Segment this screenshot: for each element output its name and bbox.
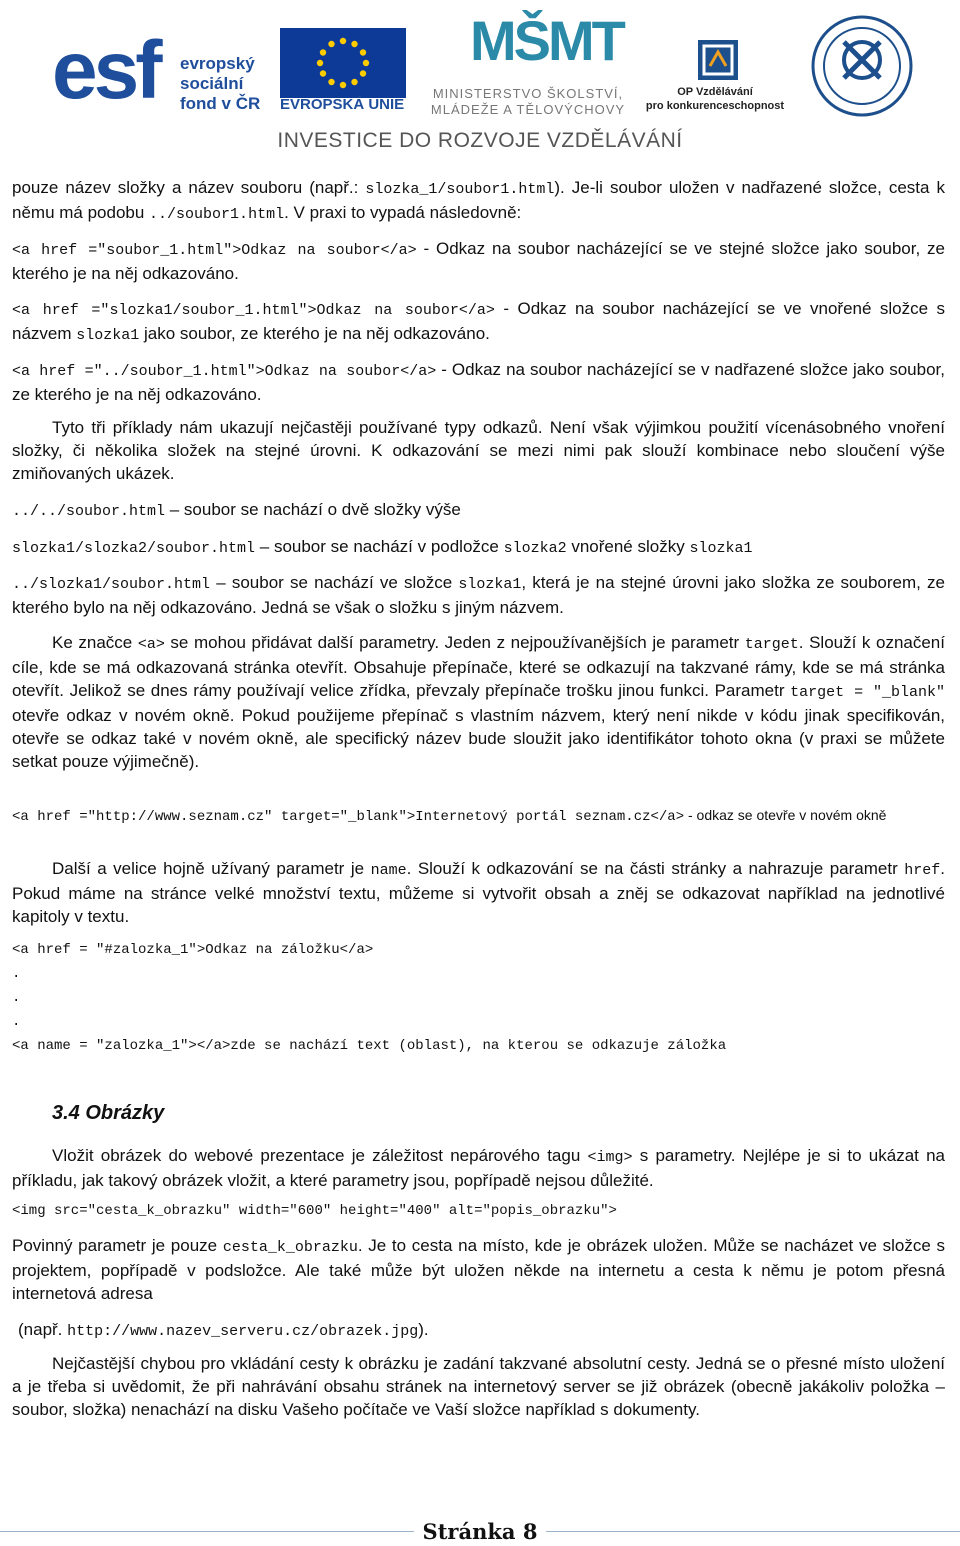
text-span: . Je to cesta na místo, kde je obrázek uložen. Může se nacházet ve složce s projektem, popřípadě v podsložce. Ale také může být uložen někde na internetu a cesta k němu je potom přesná internetová adresa [12, 1236, 945, 1303]
esf-line-1: evropský [180, 54, 255, 73]
paragraph-img-intro [12, 1144, 945, 1192]
text-span: ). [418, 1320, 429, 1339]
text-span: – soubor se nachází v podložce [255, 537, 504, 556]
text-span: pouze název složky a název souboru (např.: [12, 178, 366, 197]
eu-caption: EVROPSKÁ UNIE [280, 96, 405, 113]
esf-line-3: fond v ČR [180, 94, 261, 113]
op-line-1: OP Vzdělávání [677, 86, 753, 98]
ellipsis-dot: . [12, 990, 21, 1006]
text-span: Povinný parametr je pouze [12, 1236, 223, 1255]
esf-text [180, 54, 260, 114]
code-span: slozka1 [76, 327, 140, 344]
path-example-2 [12, 535, 945, 560]
text-span: . V praxi to vypadá následovně: [284, 203, 522, 222]
code-span: slozka1/slozka2/soubor.html [12, 540, 256, 557]
paragraph-url-example [18, 1318, 945, 1343]
code-span: <a href ="slozka1/soubor_1.html">Odkaz na soubor</a> [12, 302, 495, 319]
esf-logo [52, 25, 268, 116]
footer-rule-left [0, 1531, 414, 1532]
text-span: Vložit obrázek do webové prezentace je záležitost nepárového tagu [52, 1146, 588, 1165]
example-same-folder [12, 237, 945, 285]
text-span: . Slouží k odkazování se na části stránky a nahrazuje parametr [406, 859, 905, 878]
paragraph-intro [12, 176, 945, 226]
code-span: <img> [587, 1149, 633, 1166]
code-span: ../slozka1/soubor.html [12, 576, 211, 593]
text-span: , která je na stejné úrovni jako složka ze souborem, ze kterého bylo na něj odkazováno. Jedná se však o složku s jiným názvem. [12, 573, 945, 617]
code-span: http://www.nazev_serveru.cz/obrazek.jpg [67, 1323, 419, 1340]
code-span: target = "_blank" [790, 684, 945, 701]
img-tag-code: <img src="cesta_k_obrazku" width="600" height="400" alt="popis_obrazku"> [12, 1203, 617, 1219]
text-span: - Odkaz na soubor nacházející se v nadřazené složce jako soubor, ze kterého je na něj odkazováno. [12, 360, 945, 404]
eu-logo [280, 28, 408, 114]
example-blank-target [12, 806, 945, 828]
code-span: name [370, 862, 407, 879]
text-span: Ke značce [52, 633, 138, 652]
text-span: . Pokud máme na stránce velké množství textu, můžeme si vytvořit obsah a zněj se odkazovat například na jednotlivé kapitoly v textu. [12, 859, 945, 926]
code-span: <a href ="soubor_1.html">Odkaz na soubor</a> [12, 242, 417, 259]
op-logo [640, 40, 790, 114]
op-badge-icon [698, 40, 738, 80]
code-span: slozka_1/soubor1.html [365, 181, 555, 198]
msmt-mark: MŠMT [470, 9, 623, 72]
code-span: slozka1 [689, 540, 753, 557]
slogan: INVESTICE DO ROZVOJE VZDĚLÁVÁNÍ [277, 129, 683, 152]
bookmark-anchor-code: <a name = "zalozka_1"></a>zde se nachází text (oblast), na kterou se odkazuje záložka [12, 1038, 727, 1054]
code-span: slozka2 [503, 540, 567, 557]
text-span: s parametry. Nejlépe je si to ukázat na příkladu, jak takový obrázek vložit, a které parametry jsou, popřípadě nejsou důležité. [12, 1146, 946, 1190]
text-span: Další a velice hojně užívaný parametr je [52, 859, 371, 878]
university-seal-icon [810, 14, 914, 118]
msmt-logo [418, 8, 638, 120]
text-span: - Odkaz na soubor nacházející se ve vnořené složce s názvem [12, 299, 945, 343]
paragraph-absolute-path: Nejčastější chybou pro vkládání cesty k obrázku je zadání takzvané absolutní cesty. Jedná se o přesné místo uložení a je třeba si uvědomit, že při nahrávání obsahu stránek na internetový server se již obrázek (obecně jakákoliv položka – soubor, složka) nenachází na disku Vašeho počítače ve Vaší složce například s dokumenty. [12, 1354, 945, 1419]
esf-line-2: sociální [180, 74, 244, 93]
path-example-3 [12, 571, 945, 619]
bookmark-code-block [12, 938, 945, 1058]
code-span: slozka1 [458, 576, 522, 593]
code-span: cesta_k_obrazku [222, 1239, 358, 1256]
ellipsis-dot: . [12, 1014, 21, 1030]
op-line-2: pro konkurenceschopnost [645, 100, 785, 112]
footer-rule-right [546, 1531, 960, 1532]
code-span: ../../soubor.html [12, 503, 166, 520]
text-span: - Odkaz na soubor nacházející se ve stejné složce jako soubor, ze kterého je na něj odkazováno. [12, 239, 945, 283]
esf-mark: esf [52, 25, 159, 116]
code-span: <a> [137, 636, 165, 653]
logo-band [0, 0, 960, 160]
text-span: – soubor se nachází o dvě složky výše [165, 500, 461, 519]
paragraph-link-types: Tyto tři příklady nám ukazují nejčastěji používané typy odkazů. Není však výjimkou použití vícenásobného vnoření složky, či několika složek na stejné úrovni. K odkazování se mezi nimi pak slouží kombinace nebo sloučení výše zmiňovaných ukázek. [12, 418, 945, 483]
page-footer [0, 1518, 960, 1546]
path-example-1 [12, 498, 945, 523]
text-span: - odkaz se otevře v novém okně [684, 807, 887, 823]
code-span: href [904, 862, 941, 879]
eu-flag-icon [280, 28, 406, 98]
code-span: <a href ="http://www.seznam.cz" target="_blank">Internetový portál seznam.cz</a> [12, 809, 685, 825]
text-span: – soubor se nachází ve složce [210, 573, 459, 592]
section-heading: 3.4 Obrázky [52, 1102, 165, 1124]
text-span: jako soubor, ze kterého je na něj odkazováno. [139, 324, 490, 343]
example-subfolder [12, 297, 945, 347]
ellipsis-dot: . [12, 966, 21, 982]
text-span: otevře odkaz v novém okně. Pokud použijeme přepínač s vlastním názvem, který není nikde v kódu jinak specifikován, otevře se odkaz také v novém okně, ale specifický název bude sloužit jako identifikátor tohoto okna (v praxi se můžete setkat pouze výjimečně). [12, 706, 945, 771]
page-number: Stránka 8 [422, 1519, 538, 1544]
code-span: <a href ="../soubor_1.html">Odkaz na soubor</a> [12, 363, 437, 380]
example-parent-folder [12, 358, 945, 406]
code-span: target [744, 636, 799, 653]
text-span: (např. [18, 1320, 68, 1339]
paragraph-target [12, 631, 945, 773]
msmt-line-2: MLÁDEŽE A TĚLOVÝCHOVY [430, 102, 626, 117]
msmt-line-1: MINISTERSTVO ŠKOLSTVÍ, [432, 86, 624, 101]
text-span: se mohou přidávat další parametry. Jeden z nejpoužívanějších je parametr [164, 633, 745, 652]
text-span: . Slouží k označení cíle, kde se má odkazovaná stránka otevřít. Obsahuje přepínače, které se odkazují na takzvané rámy, kde se má stránka otevřít. Jelikož se dnes rámy používají velice zřídka, převzaly přepínače trošku jinou funkci. Parametr [12, 633, 945, 700]
code-span: ../soubor1.html [149, 206, 285, 223]
paragraph-img-path [12, 1234, 945, 1305]
text-span: vnořené složky [566, 537, 690, 556]
paragraph-name [12, 857, 945, 928]
text-span: ). Je-li soubor uložen v nadřazené složce, cesta k němu má podobu [12, 178, 945, 222]
bookmark-link-code: <a href = "#zalozka_1">Odkaz na záložku</a> [12, 942, 374, 958]
